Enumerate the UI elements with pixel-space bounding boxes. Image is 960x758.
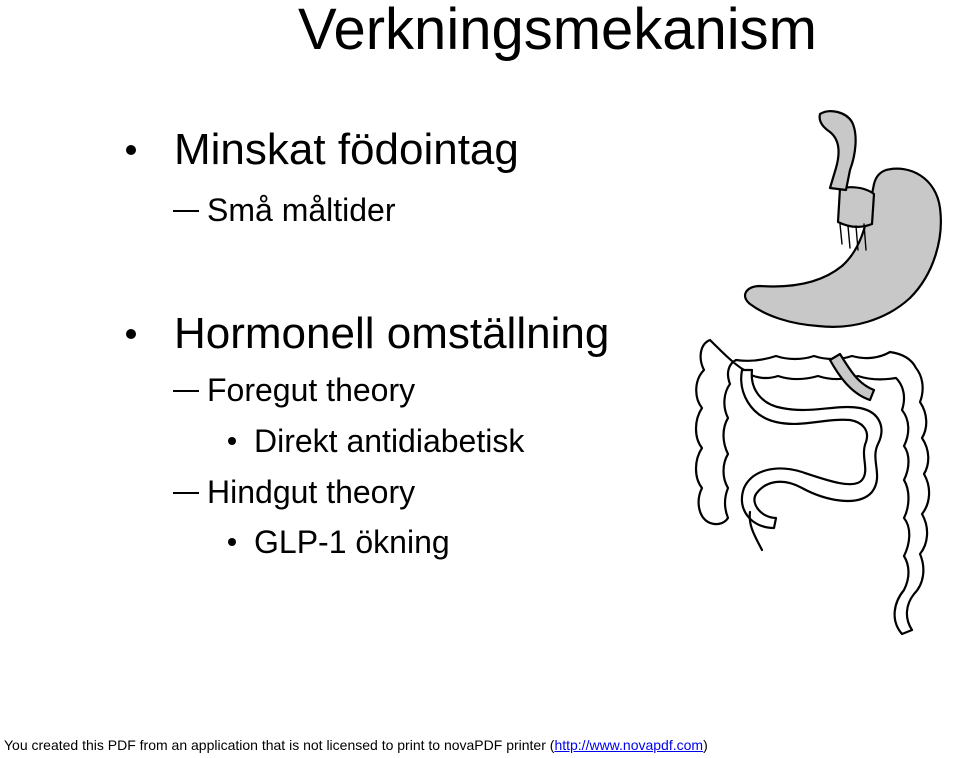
bullet-item-level2	[207, 370, 415, 410]
bullet-item-level1	[174, 308, 609, 360]
bullet-dash-icon	[173, 390, 199, 392]
bullet-text: Hormonell omställning	[174, 309, 610, 358]
bullet-text: Små måltider	[207, 192, 396, 228]
bullet-dot-icon	[228, 538, 236, 546]
footer-notice-closing: )	[703, 737, 708, 753]
esophagus-icon	[820, 111, 856, 190]
bullet-dot-icon	[228, 437, 236, 445]
bullet-dot-icon	[126, 145, 136, 155]
gastric-bypass-anatomy-icon	[690, 108, 960, 638]
bullet-item-level1	[174, 124, 519, 176]
footer-notice	[4, 736, 708, 754]
bullet-item-level3	[254, 522, 450, 562]
novapdf-link[interactable]: http://www.novapdf.com	[554, 737, 704, 753]
bullet-dash-icon	[173, 210, 199, 212]
bullet-item-level2	[207, 190, 396, 230]
bullet-text: GLP-1 ökning	[254, 524, 450, 560]
bullet-text: Hindgut theory	[207, 474, 416, 510]
gastric-pouch-icon	[838, 187, 874, 227]
bullet-dash-icon	[173, 492, 199, 494]
bullet-item-level3	[254, 421, 524, 461]
bullet-text: Minskat födointag	[174, 125, 519, 174]
bullet-item-level2	[207, 472, 415, 512]
bullet-dot-icon	[126, 329, 136, 339]
bullet-text: Direkt antidiabetisk	[254, 423, 525, 459]
slide-title: Verkningsmekanism	[298, 0, 817, 62]
bullet-text: Foregut theory	[207, 372, 416, 408]
footer-notice-text: You created this PDF from an application that is not licensed to print to novaPDF printer (	[4, 737, 555, 753]
